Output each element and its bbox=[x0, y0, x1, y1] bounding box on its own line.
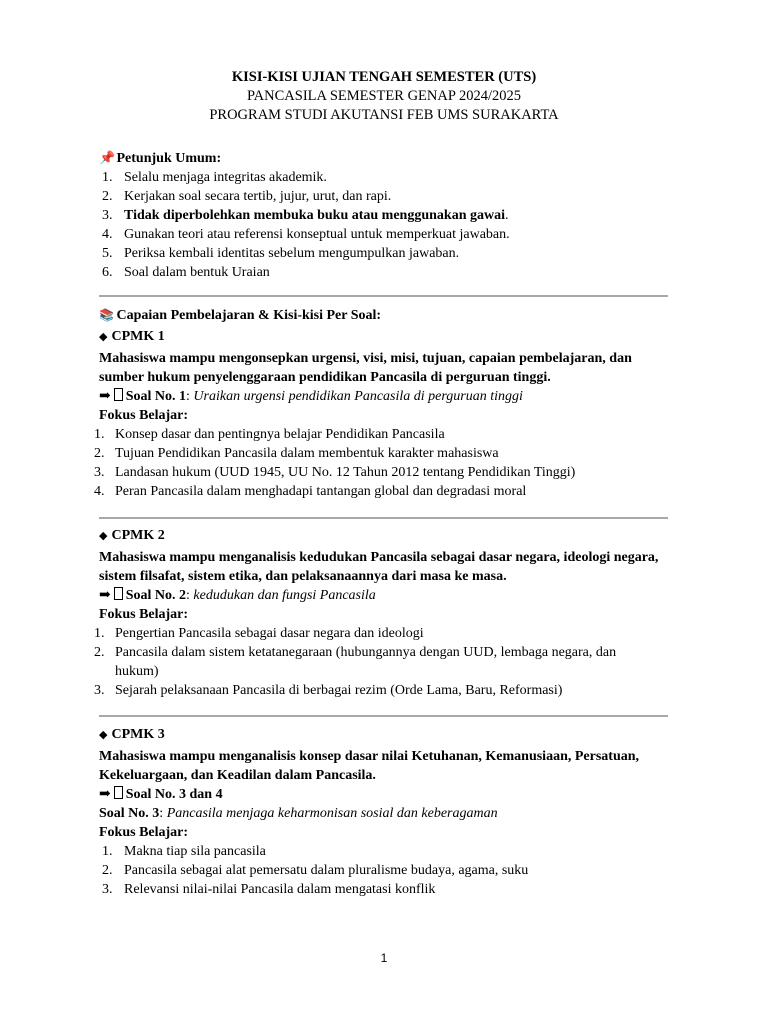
petunjuk-list bbox=[99, 168, 667, 282]
header-subtitle: PANCASILA SEMESTER GENAP 2024/2025 bbox=[246, 88, 522, 104]
list-item bbox=[94, 425, 667, 444]
page-number: 1 bbox=[380, 951, 388, 965]
list-number: 2. bbox=[102, 189, 113, 204]
list-number: 1. bbox=[102, 170, 113, 185]
arrow-icon: ➡ bbox=[99, 787, 111, 802]
fokus-list bbox=[94, 425, 667, 501]
diamond-icon: ◆ bbox=[99, 530, 108, 542]
list-number: 1. bbox=[94, 427, 105, 442]
list-item bbox=[99, 861, 667, 880]
description-line: Mahasiswa mampu mengonsepkan urgensi, visi, misi, tujuan, capaian pembelajaran, dan bbox=[99, 351, 632, 366]
soal-label: Soal No. 1 bbox=[125, 389, 187, 404]
list-text: Pancasila dalam sistem ketatanegaraan (hubungannya dengan UUD, lembaga negara, dan bbox=[115, 645, 617, 660]
fokus-title: Fokus Belajar: bbox=[99, 607, 189, 622]
list-text: Makna tiap sila pancasila bbox=[124, 844, 266, 859]
cpmk2-section bbox=[94, 526, 667, 700]
list-text: Konsep dasar dan pentingnya belajar Pendidikan Pancasila bbox=[115, 427, 445, 442]
petunjuk-title: Petunjuk Umum: bbox=[116, 151, 222, 166]
divider bbox=[99, 295, 668, 297]
description-line: Mahasiswa mampu menganalisis konsep dasar nilai Ketuhanan, Kemanusiaan, Persatuan, bbox=[99, 749, 640, 764]
cpmk-title: CPMK 1 bbox=[111, 329, 165, 344]
arrow-icon: ➡ bbox=[99, 389, 111, 404]
fokus-title: Fokus Belajar: bbox=[99, 408, 189, 423]
diamond-icon: ◆ bbox=[99, 729, 108, 741]
list-number: 5. bbox=[102, 246, 113, 261]
capaian-heading bbox=[99, 306, 667, 325]
list-item bbox=[94, 624, 667, 643]
list-item bbox=[94, 681, 667, 700]
fokus-title: Fokus Belajar: bbox=[99, 825, 189, 840]
arrow-icon: ➡ bbox=[99, 588, 111, 603]
description-line: sistem filsafat, sistem etika, dan pelaksanaannya dari masa ke masa. bbox=[99, 569, 507, 584]
missing-glyph-icon bbox=[114, 786, 123, 799]
list-number: 2. bbox=[102, 863, 113, 878]
list-text: Soal dalam bentuk Uraian bbox=[124, 265, 270, 280]
soal-line bbox=[99, 785, 667, 804]
list-text: Landasan hukum (UUD 1945, UU No. 12 Tahun 2012 tentang Pendidikan Tinggi) bbox=[115, 465, 576, 480]
list-item bbox=[99, 263, 667, 282]
list-number: 4. bbox=[94, 484, 105, 499]
list-text: Pengertian Pancasila sebagai dasar negara dan ideologi bbox=[115, 626, 424, 641]
list-item bbox=[99, 880, 667, 899]
list-text: Gunakan teori atau referensi konseptual untuk memperkuat jawaban. bbox=[124, 227, 510, 242]
cpmk2-heading bbox=[99, 526, 667, 546]
fokus-list bbox=[94, 624, 667, 700]
missing-glyph-icon bbox=[114, 587, 123, 600]
soal-text: Uraikan urgensi pendidikan Pancasila di perguruan tinggi bbox=[193, 389, 523, 404]
list-number: 3. bbox=[102, 208, 113, 223]
list-number: 3. bbox=[94, 683, 105, 698]
header-program: PROGRAM STUDI AKUTANSI FEB UMS SURAKARTA bbox=[209, 107, 559, 123]
soal-line: ➡ Soal No. 2: kedudukan dan fungsi Pancasila bbox=[99, 588, 376, 603]
list-item bbox=[94, 643, 667, 681]
list-text: Relevansi nilai-nilai Pancasila dalam mengatasi konflik bbox=[124, 882, 436, 897]
list-item bbox=[94, 482, 667, 501]
list-item bbox=[99, 168, 667, 187]
description-line: Mahasiswa mampu menganalisis kedudukan Pancasila sebagai dasar negara, ideologi negara, bbox=[99, 550, 659, 565]
soal3-line: Soal No. 3: Pancasila menjaga keharmonisan sosial dan keberagaman bbox=[99, 806, 498, 821]
cpmk2-description bbox=[99, 548, 667, 586]
list-text: Sejarah pelaksanaan Pancasila di berbagai rezim (Orde Lama, Baru, Reformasi) bbox=[115, 683, 563, 698]
cpmk1-section bbox=[94, 306, 667, 501]
cpmk3-heading bbox=[99, 725, 667, 745]
soal-label: Soal No. 3 dan 4 bbox=[125, 787, 223, 802]
diamond-icon: ◆ bbox=[99, 331, 108, 343]
list-number: 2. bbox=[94, 446, 105, 461]
list-item bbox=[99, 206, 667, 225]
list-number: 6. bbox=[102, 265, 113, 280]
cpmk-title: CPMK 2 bbox=[111, 528, 165, 543]
cpmk3-section bbox=[99, 725, 667, 899]
list-text: Periksa kembali identitas sebelum mengumpulkan jawaban. bbox=[124, 246, 460, 261]
divider bbox=[99, 715, 668, 717]
list-text: Selalu menjaga integritas akademik. bbox=[124, 170, 327, 185]
description-line: Kekeluargaan, dan Keadilan dalam Pancasila. bbox=[99, 768, 376, 783]
soal-label: Soal No. 2 bbox=[125, 588, 187, 603]
list-text: Pancasila sebagai alat pemersatu dalam pluralisme budaya, agama, suku bbox=[124, 863, 529, 878]
list-text: Peran Pancasila dalam menghadapi tantangan global dan degradasi moral bbox=[115, 484, 527, 499]
document-header bbox=[0, 68, 768, 125]
cpmk1-heading bbox=[99, 327, 667, 347]
fokus-list bbox=[99, 842, 667, 899]
list-item bbox=[99, 842, 667, 861]
petunjuk-heading bbox=[99, 148, 667, 168]
list-number: 2. bbox=[94, 645, 105, 660]
cpmk3-description bbox=[99, 747, 667, 785]
soal-line: ➡ Soal No. 1: Uraikan urgensi pendidikan Pancasila di perguruan tinggi bbox=[99, 389, 523, 404]
missing-glyph-icon bbox=[114, 388, 123, 401]
capaian-title: Capaian Pembelajaran & Kisi-kisi Per Soal: bbox=[116, 308, 382, 323]
list-text: Kerjakan soal secara tertib, jujur, urut, dan rapi. bbox=[124, 189, 392, 204]
list-number: 4. bbox=[102, 227, 113, 242]
list-number: 1. bbox=[102, 844, 113, 859]
soal-text: Pancasila menjaga keharmonisan sosial dan keberagaman bbox=[166, 806, 498, 821]
list-text: Tujuan Pendidikan Pancasila dalam membentuk karakter mahasiswa bbox=[115, 446, 499, 461]
books-icon: 📚 bbox=[99, 308, 114, 322]
soal-label: Soal No. 3 bbox=[99, 806, 160, 821]
list-number: 3. bbox=[94, 465, 105, 480]
list-item bbox=[99, 244, 667, 263]
list-text: Tidak diperbolehkan membuka buku atau menggunakan gawai bbox=[124, 208, 505, 223]
list-number: 3. bbox=[102, 882, 113, 897]
pushpin-icon: 📌 bbox=[99, 150, 116, 165]
petunjuk-section bbox=[99, 148, 667, 282]
list-text-continued: hukum) bbox=[115, 664, 159, 679]
list-item bbox=[94, 463, 667, 482]
list-item bbox=[94, 444, 667, 463]
cpmk-title: CPMK 3 bbox=[111, 727, 165, 742]
description-line: sumber hukum penyelenggaraan pendidikan Pancasila di perguruan tinggi. bbox=[99, 370, 551, 385]
divider bbox=[99, 517, 668, 519]
list-item bbox=[99, 187, 667, 206]
list-suffix: . bbox=[504, 208, 509, 223]
list-item bbox=[99, 225, 667, 244]
list-number: 1. bbox=[94, 626, 105, 641]
cpmk1-description bbox=[99, 349, 667, 387]
soal-text: kedudukan dan fungsi Pancasila bbox=[193, 588, 376, 603]
header-title: KISI-KISI UJIAN TENGAH SEMESTER (UTS) bbox=[231, 69, 537, 85]
